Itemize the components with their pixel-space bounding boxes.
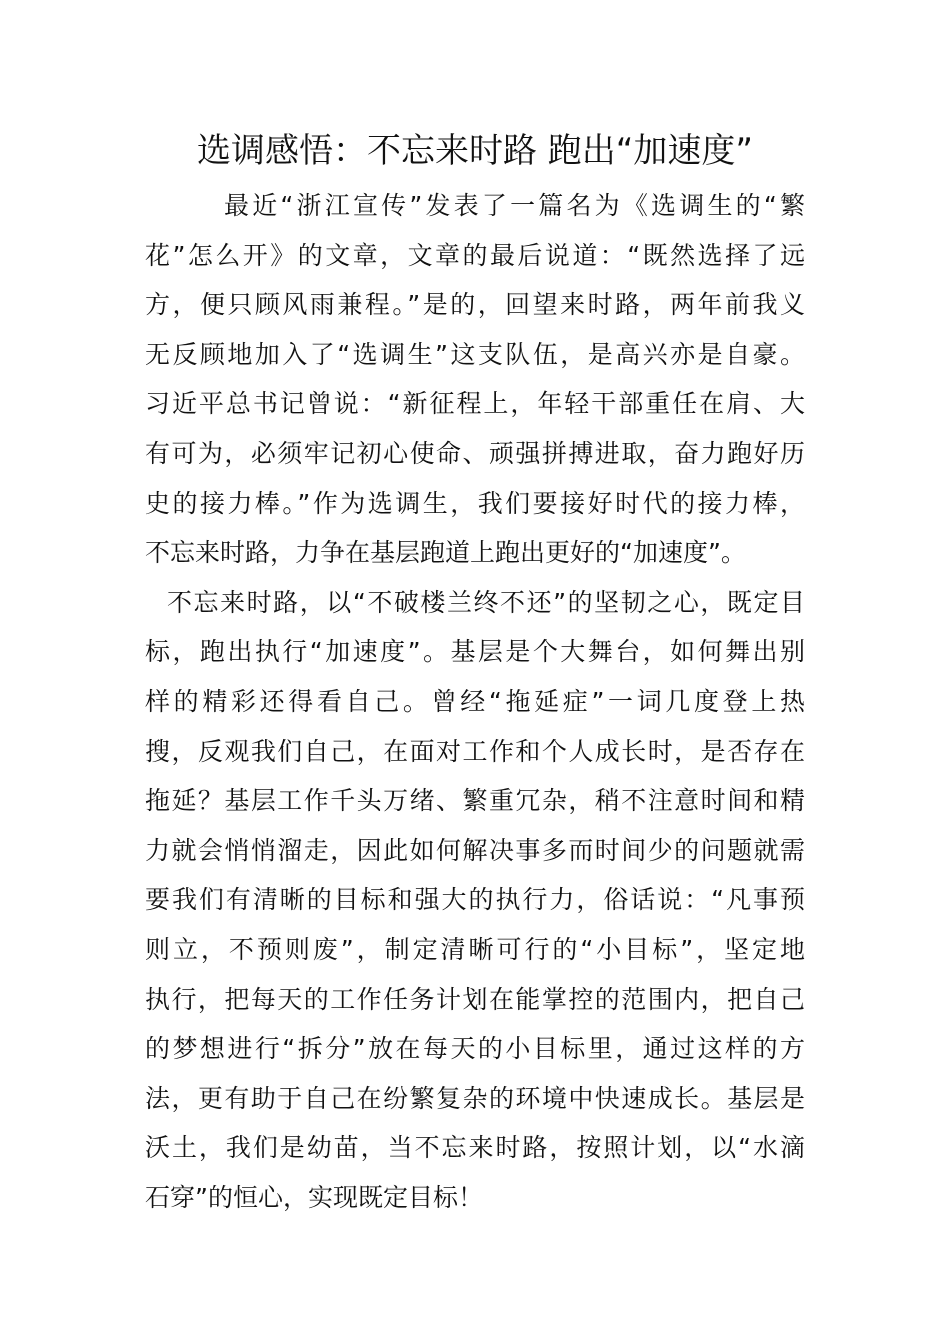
- text-line: 方，便只顾风雨兼程。”是的，回望来时路，两年前我义: [145, 290, 805, 320]
- text-line: 执行，把每天的工作任务计划在能掌控的范围内，把自己: [145, 984, 805, 1014]
- text-line: 法，更有助于自己在纷繁复杂的环境中快速成长。基层是: [145, 1083, 805, 1113]
- text-line: 不忘来时路，以“不破楼兰终不还”的坚韧之心，既定目: [167, 587, 805, 617]
- document-title: 选调感悟：不忘来时路 跑出“加速度”: [196, 131, 754, 171]
- text-line: 的梦想进行“拆分”放在每天的小目标里，通过这样的方: [145, 1034, 805, 1064]
- text-line: 无反顾地加入了“选调生”这支队伍，是高兴亦是自豪。: [145, 339, 805, 369]
- text-line: 石穿”的恒心，实现既定目标！: [145, 1182, 483, 1212]
- paragraph-2: [145, 578, 805, 1223]
- text-line: 不忘来时路，力争在基层跑道上跑出更好的“加速度”。: [145, 538, 746, 568]
- text-line: 最近“浙江宣传”发表了一篇名为《选调生的“繁: [224, 191, 805, 220]
- document-body: [145, 181, 805, 1222]
- text-line: 沃土，我们是幼苗，当不忘来时路，按照计划，以“水滴: [145, 1133, 805, 1163]
- text-line: 样的精彩还得看自己。曾经“拖延症”一词几度登上热: [145, 686, 805, 716]
- text-line: 拖延？基层工作千头万绪、繁重冗杂，稍不注意时间和精: [145, 786, 805, 816]
- text-line: 花”怎么开》的文章，文章的最后说道：“既然选择了远: [145, 240, 805, 270]
- text-line: 有可为，必须牢记初心使命、顽强拼搏进取，奋力跑好历: [145, 438, 805, 468]
- text-line: 搜，反观我们自己，在面对工作和个人成长时，是否存在: [145, 736, 805, 766]
- text-line: 史的接力棒。”作为选调生，我们要接好时代的接力棒，: [145, 488, 805, 518]
- paragraph-1: [145, 181, 805, 578]
- text-line: 标，跑出执行“加速度”。基层是个大舞台，如何舞出别: [145, 637, 805, 667]
- text-line: 习近平总书记曾说：“新征程上，年轻干部重任在肩、大: [145, 389, 805, 419]
- text-line: 要我们有清晰的目标和强大的执行力，俗话说：“凡事预: [145, 885, 805, 915]
- text-line: 力就会悄悄溜走，因此如何解决事多而时间少的问题就需: [145, 835, 805, 865]
- text-line: 则立，不预则废”，制定清晰可行的“小目标”，坚定地: [145, 934, 805, 964]
